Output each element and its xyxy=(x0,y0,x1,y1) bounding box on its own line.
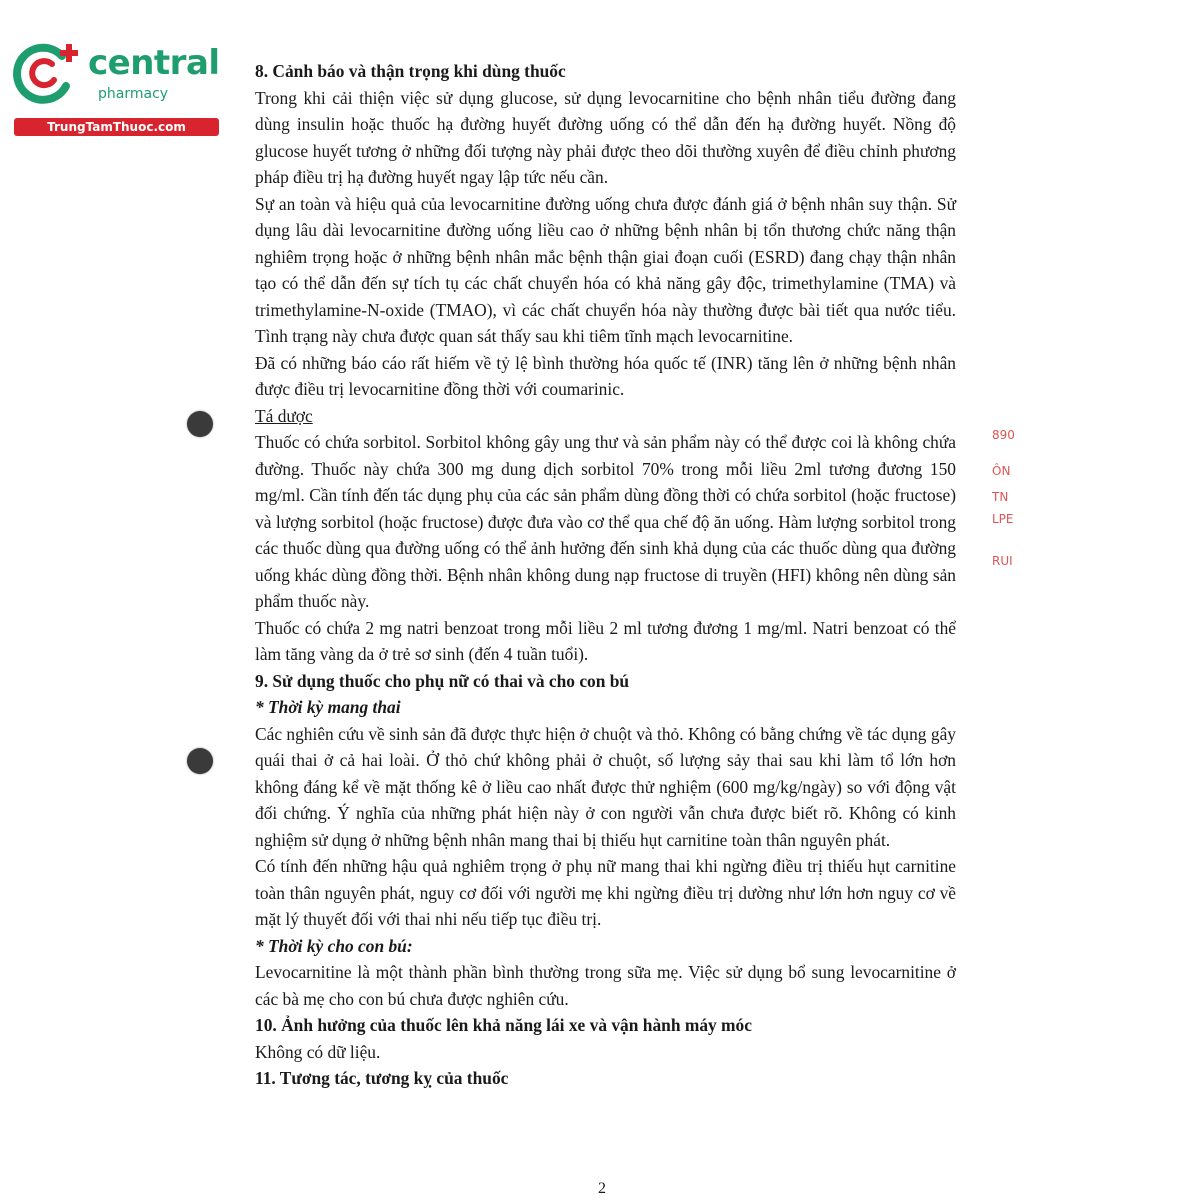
pregnancy-subheading: * Thời kỳ mang thai xyxy=(255,697,401,717)
section-10-heading: 10. Ảnh hưởng của thuốc lên khả năng lái xe và vận hành máy móc xyxy=(255,1015,752,1035)
section-9-heading: 9. Sử dụng thuốc cho phụ nữ có thai và cho con bú xyxy=(255,670,630,691)
section-10-paragraph-1: Không có dữ liệu. xyxy=(255,1041,381,1062)
pregnancy-paragraph-1: Các nghiên cứu về sinh sản đã được thực hiện ở chuột và thỏ. Không có bằng chứng về tác dụng gây quái thai ở cả hai loài. Ở thỏ chứ không phải ở chuột, số lượng sảy thai sau khi làm tổ lớn hơn không đáng kể về mặt thống kê ở liều cao nhất được thử nghiệm (600 mg/kg/ngày) so với động vật đối chứng. Ý nghĩa của những phát hiện này ở con người vẫn chưa được biết rõ. Không có kinh nghiệm sử dụng ở những bệnh nhân mang thai bị thiếu hụt carnitine toàn thân nguyên phát. xyxy=(255,723,956,850)
excipients-heading: Tá dược xyxy=(255,405,313,426)
logo-brand-text: central xyxy=(88,43,220,83)
excipients-paragraph-2: Thuốc có chứa 2 mg natri benzoat trong mỗi liều 2 ml tương đương 1 mg/ml. Natri benzoat có thể làm tăng vàng da ở trẻ sơ sinh (đến 4 tuần tuổi). xyxy=(255,617,956,664)
stamp-line-1: 890 xyxy=(992,428,1015,442)
punch-hole-bottom xyxy=(187,748,213,774)
central-pharmacy-logo[interactable] xyxy=(10,38,220,138)
section-8-paragraph-3: Đã có những báo cáo rất hiếm về tỷ lệ bình thường hóa quốc tế (INR) tăng lên ở những bệnh nhân được điều trị levocarnitine đồng thời với coumarinic. xyxy=(255,352,956,399)
excipients-paragraph-1: Thuốc có chứa sorbitol. Sorbitol không gây ung thư và sản phẩm này có thể được coi là không chứa đường. Thuốc này chứa 300 mg dung dịch sorbitol 70% trong mỗi liều 2ml tương đương 150 mg/ml. Cần tính đến tác dụng phụ của các sản phẩm dùng đồng thời có chứa sorbitol (hoặc fructose) và lượng sorbitol (hoặc fructose) được đưa vào cơ thể qua chế độ ăn uống. Hàm lượng sorbitol trong các thuốc dùng qua đường uống có thể ảnh hưởng đến sinh khả dụng của các thuốc dùng qua đường uống khác dùng đồng thời. Bệnh nhân không dung nạp fructose di truyền (HFI) không nên dùng sản phẩm thuốc này. xyxy=(255,432,956,611)
stamp-line-4: LPE xyxy=(992,512,1014,526)
logo-url-banner[interactable]: TrungTamThuoc.com xyxy=(14,118,219,136)
stamp-line-5: RUI xyxy=(992,554,1013,568)
section-8-heading: 8. Cảnh báo và thận trọng khi dùng thuốc xyxy=(255,61,566,81)
lactation-subheading: * Thời kỳ cho con bú: xyxy=(255,935,413,956)
section-8-paragraph-2: Sự an toàn và hiệu quả của levocarnitine đường uống chưa được đánh giá ở bệnh nhân suy thận. Sử dụng lâu dài levocarnitine đường uống liều cao ở những bệnh nhân bị tổn thương chức năng thận nghiêm trọng hoặc ở những bệnh nhân mắc bệnh thận giai đoạn cuối (ESRD) đang chạy thận nhân tạo có thể dẫn đến sự tích tụ các chất chuyển hóa có khả năng gây độc, trimethylamine (TMA) và trimethylamine-N-oxide (TMAO), vì các chất chuyển hóa này thường được bài tiết qua nước tiểu. Tình trạng này chưa được quan sát thấy sau khi tiêm tĩnh mạch levocarnitine. xyxy=(255,193,956,346)
pharmacy-cross-logo-icon xyxy=(10,38,86,108)
logo-sub-text: pharmacy xyxy=(98,86,169,102)
page-number: 2 xyxy=(598,1180,606,1197)
stamp-line-2: ÔN xyxy=(992,464,1011,478)
pregnancy-paragraph-2: Có tính đến những hậu quả nghiêm trọng ở phụ nữ mang thai khi ngừng điều trị thiếu hụt carnitine toàn thân nguyên phát, nguy cơ đối với người mẹ khi ngừng điều trị dường như lớn hơn nguy cơ về mặt lý thuyết đối với thai nhi nếu tiếp tục điều trị. xyxy=(255,856,956,929)
punch-hole-top xyxy=(187,411,213,437)
section-8-paragraph-1: Trong khi cải thiện việc sử dụng glucose, sử dụng levocarnitine cho bệnh nhân tiểu đường đang dùng insulin hoặc thuốc hạ đường huyết đường uống có thể dẫn đến hạ đường huyết. Nồng độ glucose huyết tương ở những đối tượng này phải được theo dõi thường xuyên để điều chỉnh phương pháp điều trị hạ đường huyết ngay lập tức nếu cần. xyxy=(255,87,956,187)
lactation-paragraph-1: Levocarnitine là một thành phần bình thường trong sữa mẹ. Việc sử dụng bổ sung levocarnitine ở các bà mẹ cho con bú chưa được nghiên cứu. xyxy=(255,962,956,1009)
stamp-line-3: TN xyxy=(992,490,1009,504)
section-11-heading: 11. Tương tác, tương kỵ của thuốc xyxy=(255,1068,509,1088)
document-body xyxy=(255,58,956,1092)
red-stamp-fragment xyxy=(990,420,1020,580)
